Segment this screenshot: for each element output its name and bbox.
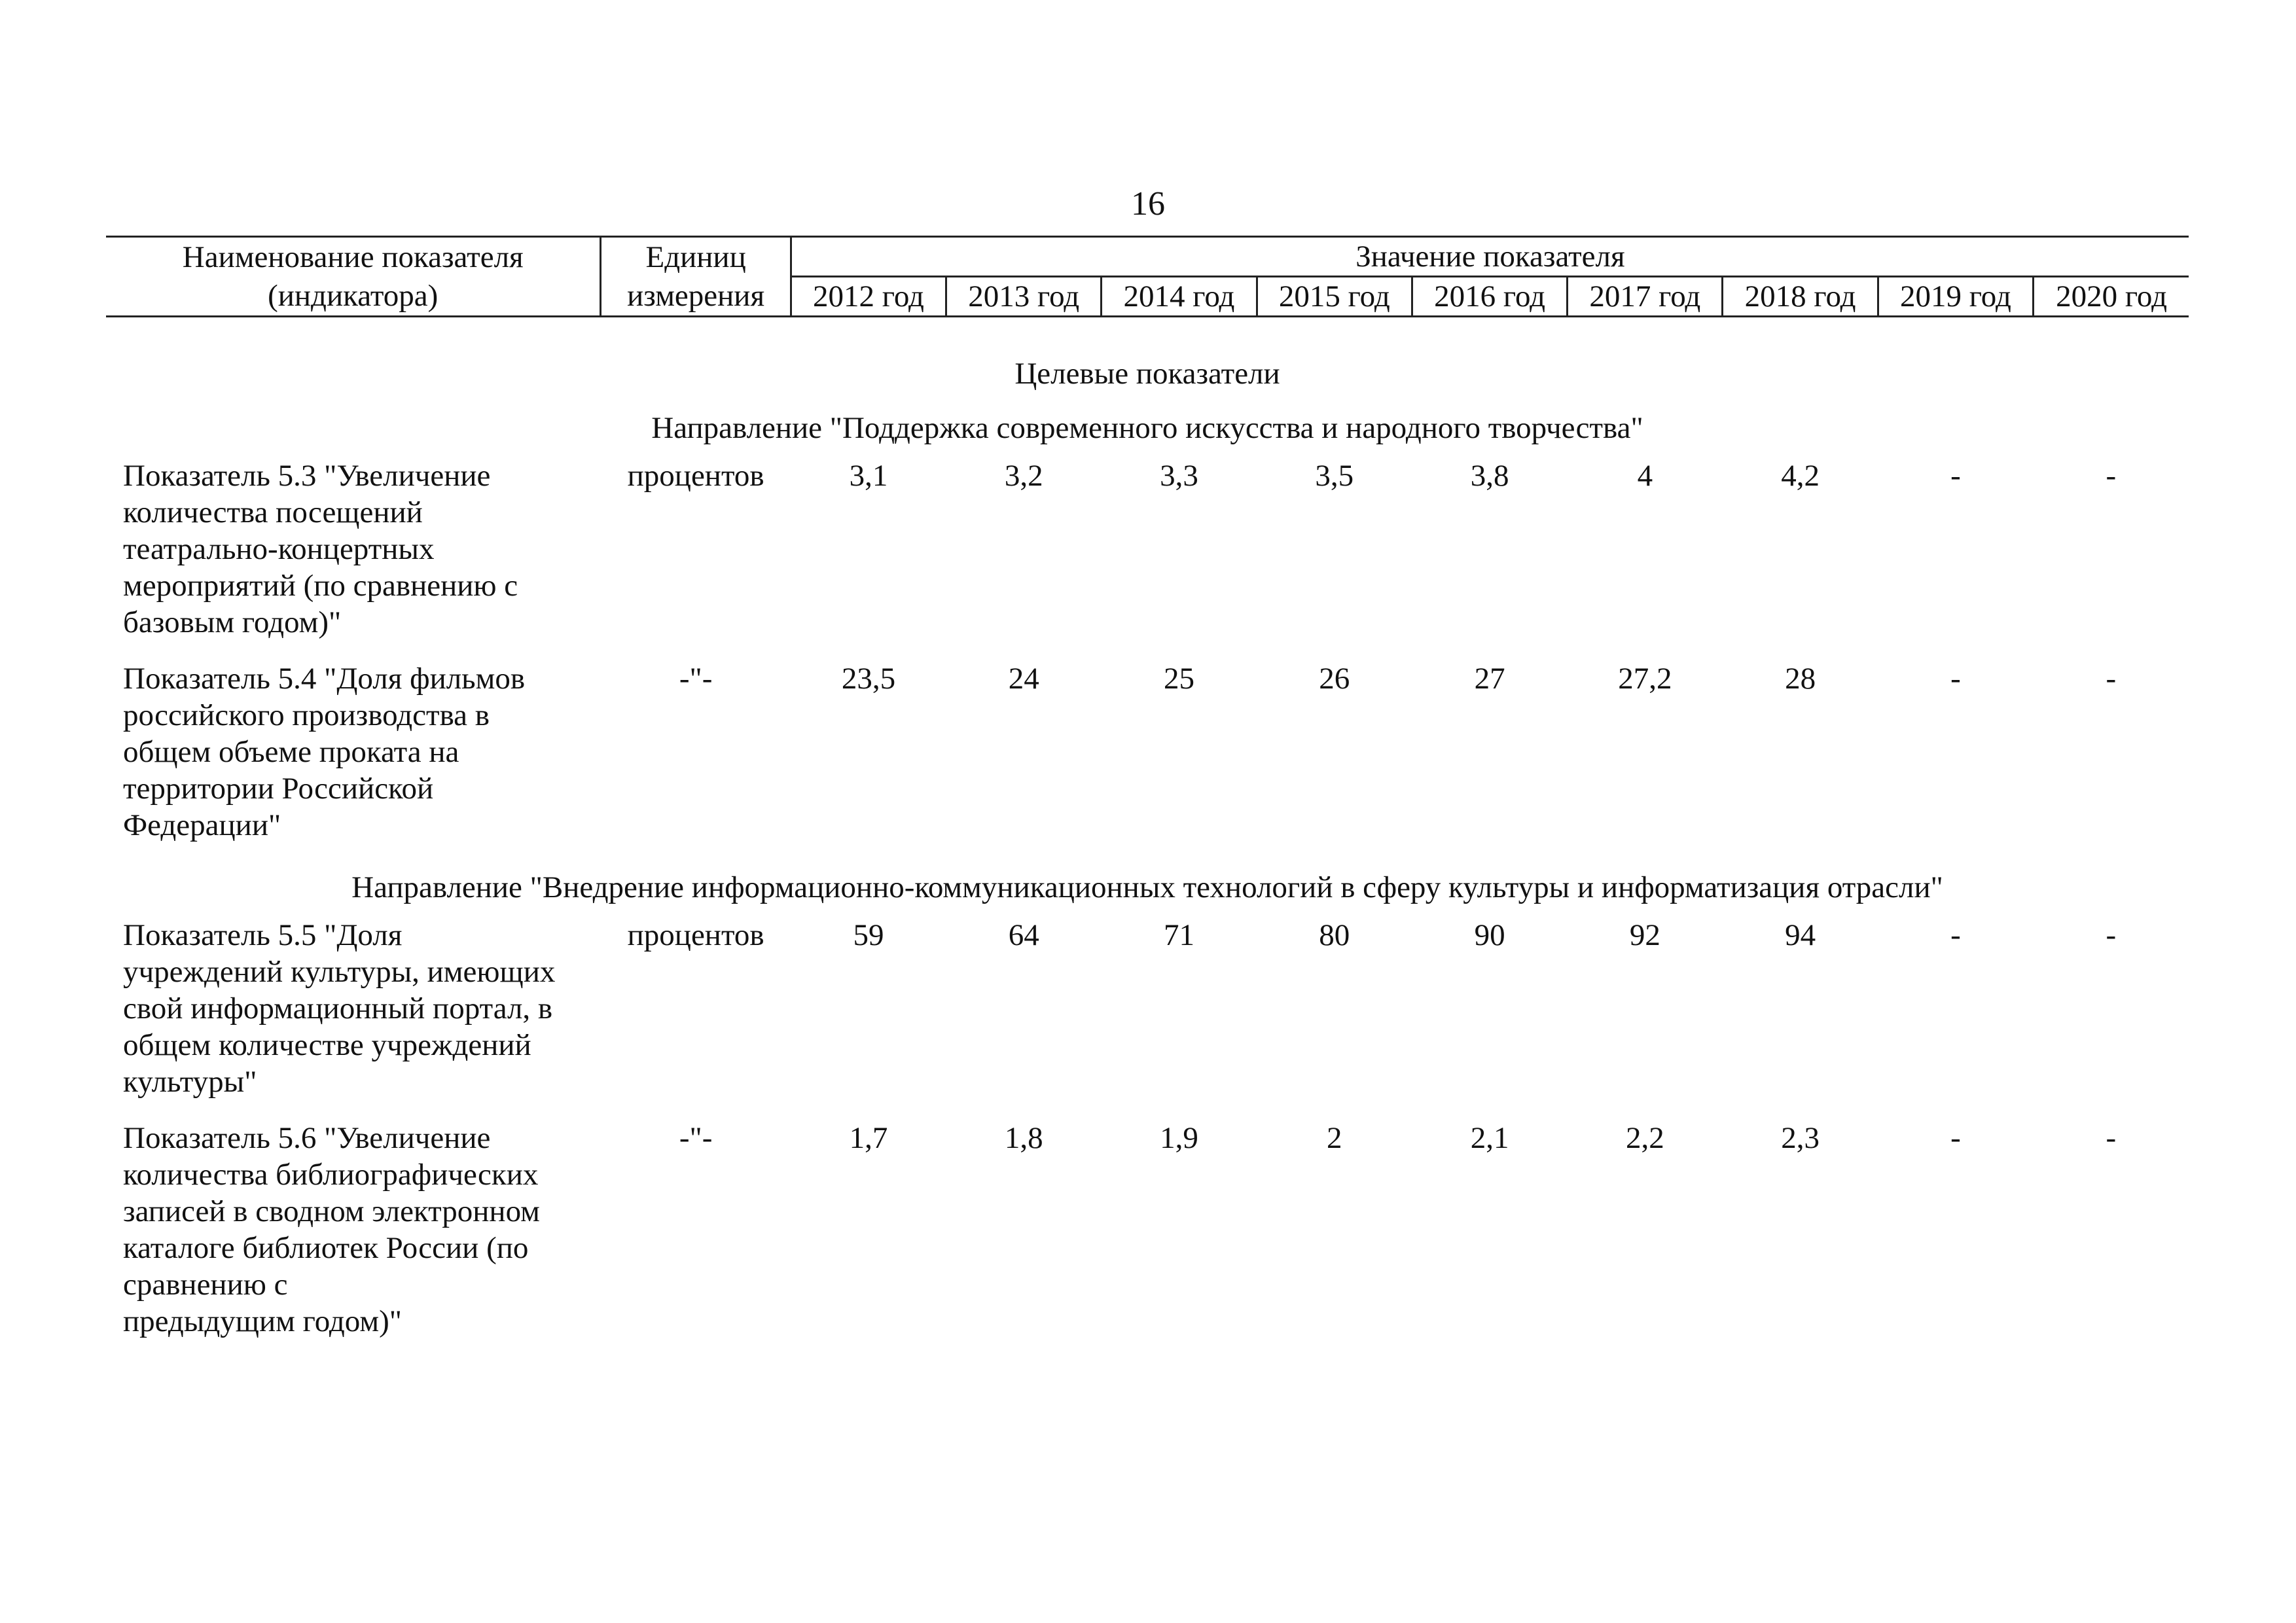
- header-year: 2018 год: [1723, 277, 1878, 317]
- header-year: 2016 год: [1412, 277, 1567, 317]
- indicator-value: 1,8: [1004, 1121, 1043, 1155]
- indicator-name-line: записей в сводном электронном: [123, 1194, 540, 1228]
- indicator-value: 4,2: [1781, 459, 1820, 493]
- indicator-name-line: базовым годом)": [123, 605, 342, 639]
- indicator-value: 23,5: [841, 662, 896, 696]
- indicator-value: 2,2: [1625, 1121, 1664, 1155]
- indicator-value: 27: [1474, 662, 1505, 696]
- indicator-name-line: Показатель 5.5 "Доля: [123, 918, 403, 952]
- indicator-value: 59: [853, 918, 884, 952]
- spacer: [106, 317, 2189, 347]
- indicator-name-line: общем объеме проката на: [123, 735, 459, 769]
- indicator-name: [106, 914, 601, 1117]
- indicator-value: 1,9: [1160, 1121, 1198, 1155]
- indicator-value: -: [2106, 1121, 2117, 1155]
- indicator-value: 92: [1629, 918, 1660, 952]
- indicator-value: 3,2: [1004, 459, 1043, 493]
- indicator-value: 3,1: [849, 459, 888, 493]
- direction-title: Направление "Внедрение информационно-коммуникационных технологий в сферу культуры и информатизация отрасли": [351, 870, 1943, 904]
- page-number: 16: [1131, 185, 1165, 223]
- indicator-value: 90: [1474, 918, 1505, 952]
- indicator-value: 2: [1327, 1121, 1342, 1155]
- indicator-value: 2,1: [1470, 1121, 1509, 1155]
- header-year: 2017 год: [1568, 277, 1723, 317]
- indicator-value: 3,3: [1160, 459, 1198, 493]
- direction-title: Направление "Поддержка современного искусства и народного творчества": [651, 411, 1643, 445]
- indicator-name-line: театрально-концертных: [123, 532, 435, 566]
- table-body: [106, 317, 2189, 1357]
- indicator-name-line: территории Российской: [123, 772, 434, 806]
- indicator-value: -: [1950, 459, 1961, 493]
- indicator-value: 26: [1319, 662, 1350, 696]
- indicator-value: 3,8: [1470, 459, 1509, 493]
- indicator-value: -: [2106, 918, 2117, 952]
- table-row: [106, 658, 2189, 861]
- indicator-value: 64: [1008, 918, 1039, 952]
- indicator-unit: процентов: [627, 918, 764, 952]
- header-year: 2013 год: [946, 277, 1102, 317]
- indicator-unit: процентов: [627, 459, 764, 493]
- table-row: [106, 914, 2189, 1117]
- indicator-name-line: Показатель 5.3 "Увеличение: [123, 459, 491, 493]
- indicator-value: 27,2: [1618, 662, 1672, 696]
- header-unit-line-2: измерения: [601, 277, 791, 317]
- indicator-value: 4: [1637, 459, 1653, 493]
- indicator-value: 28: [1785, 662, 1816, 696]
- indicator-value: 3,5: [1315, 459, 1354, 493]
- indicator-name-line: сравнению с: [123, 1268, 288, 1302]
- indicator-value: 24: [1008, 662, 1039, 696]
- table-header: [106, 237, 2189, 317]
- indicator-value: -: [1950, 662, 1961, 696]
- indicator-value: 1,7: [849, 1121, 888, 1155]
- header-year: 2014 год: [1102, 277, 1257, 317]
- indicator-name-line: количества посещений: [123, 495, 423, 529]
- indicator-name-line: свой информационный портал, в: [123, 991, 553, 1026]
- indicator-unit: -"-: [679, 662, 713, 696]
- indicator-value: 94: [1785, 918, 1816, 952]
- indicator-name-line: мероприятий (по сравнению с: [123, 569, 518, 603]
- indicators-table: [106, 236, 2189, 1357]
- indicator-unit: -"-: [679, 1121, 713, 1155]
- table-row: [106, 1117, 2189, 1357]
- header-unit-line-1: Единиц: [601, 237, 791, 277]
- indicators-table-container: [106, 236, 2189, 1357]
- indicator-name-line: Показатель 5.6 "Увеличение: [123, 1121, 491, 1155]
- header-name-line-1: Наименование показателя: [106, 237, 601, 277]
- indicator-name-line: культуры": [123, 1065, 257, 1099]
- indicator-name: [106, 658, 601, 861]
- indicator-value: 80: [1319, 918, 1350, 952]
- indicator-name: [106, 455, 601, 658]
- indicator-value: -: [1950, 918, 1961, 952]
- indicator-name: [106, 1117, 601, 1357]
- indicator-name-line: Федерации": [123, 808, 281, 842]
- header-name-line-2: (индикатора): [106, 277, 601, 317]
- header-year: 2019 год: [1878, 277, 2033, 317]
- header-year: 2015 год: [1257, 277, 1412, 317]
- indicator-name-line: общем количестве учреждений: [123, 1028, 531, 1062]
- header-value-group: Значение показателя: [791, 237, 2189, 277]
- indicator-name-line: учреждений культуры, имеющих: [123, 955, 556, 989]
- indicator-value: -: [2106, 459, 2117, 493]
- indicator-value: 2,3: [1781, 1121, 1820, 1155]
- indicator-name-line: количества библиографических: [123, 1158, 539, 1192]
- indicator-name-line: российского производства в: [123, 698, 490, 732]
- indicator-name-line: предыдущим годом)": [123, 1304, 402, 1338]
- header-year: 2020 год: [2034, 277, 2189, 317]
- table-row: [106, 455, 2189, 658]
- section-title: Целевые показатели: [1014, 357, 1280, 391]
- indicator-value: -: [1950, 1121, 1961, 1155]
- indicator-value: -: [2106, 662, 2117, 696]
- header-year: 2012 год: [791, 277, 946, 317]
- indicator-value: 71: [1164, 918, 1194, 952]
- indicator-value: 25: [1164, 662, 1194, 696]
- indicator-name-line: каталоге библиотек России (по: [123, 1231, 529, 1265]
- indicator-name-line: Показатель 5.4 "Доля фильмов: [123, 662, 526, 696]
